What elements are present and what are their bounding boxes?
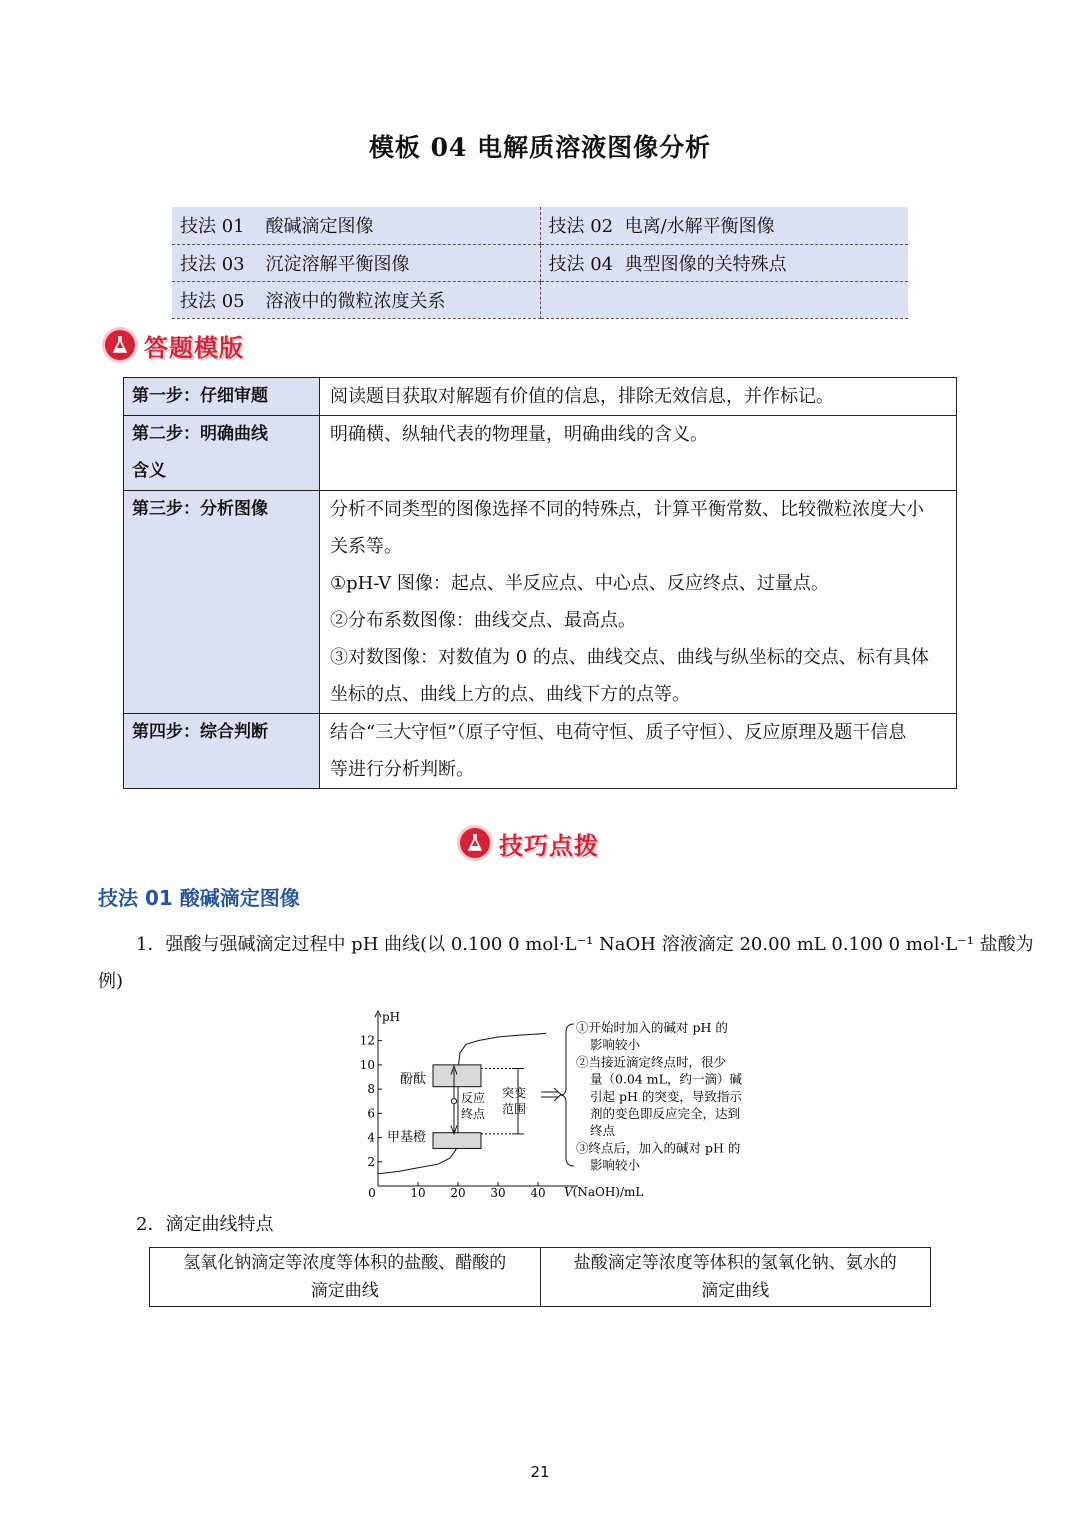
annotation-note-line: 引起 pH 的突变，导致指示 bbox=[590, 1088, 742, 1104]
step-line: 明确横、纵轴代表的物理量，明确曲线的含义。 bbox=[330, 424, 708, 445]
x-axis-label: V(NaOH)/mL bbox=[564, 1185, 644, 1199]
technique-name: 典型图像的关特殊点 bbox=[624, 253, 787, 275]
titration-curve-chart bbox=[360, 1006, 760, 1202]
step-line: ③对数图像：对数值为 0 的点、曲线交点、曲线与纵坐标的交点、标有具体 bbox=[330, 647, 929, 668]
technique-code: 技法 01 bbox=[180, 216, 245, 238]
step-row bbox=[124, 714, 957, 789]
y-tick-label: 4 bbox=[367, 1130, 375, 1145]
step-line: 等进行分析判断。 bbox=[330, 759, 474, 780]
annotation-note-line: ③终点后，加入的碱对 pH 的 bbox=[576, 1140, 741, 1156]
x-tick-label: 40 bbox=[530, 1186, 546, 1200]
caption-cell bbox=[150, 1248, 541, 1307]
step-label: 第四步：综合判断 bbox=[124, 714, 320, 789]
annotation-note-line: 终点 bbox=[590, 1123, 616, 1139]
step-label-line: 含义 bbox=[132, 461, 166, 481]
step-line: 结合“三大守恒”（原子守恒、电荷守恒、质子守恒）、反应原理及题干信息 bbox=[330, 722, 907, 743]
banner-title: 技巧点拨 bbox=[499, 831, 599, 860]
annotation-note-line: 剂的变色即反应完全，达到 bbox=[590, 1106, 741, 1121]
jump-range-label-line: 突变 bbox=[502, 1086, 527, 1100]
step-label bbox=[124, 416, 320, 491]
technique-code: 技法 05 bbox=[180, 290, 245, 312]
endpoint-label-line: 反应 bbox=[461, 1091, 486, 1105]
step-label-line: 第二步：明确曲线 bbox=[132, 424, 268, 444]
step-label: 第一步：仔细审题 bbox=[124, 378, 320, 416]
technique-name: 沉淀溶解平衡图像 bbox=[265, 253, 410, 275]
y-axis-label: pH bbox=[382, 1010, 401, 1024]
technique-name: 酸碱滴定图像 bbox=[265, 216, 374, 238]
x-tick-label: 30 bbox=[490, 1186, 506, 1200]
paragraph-line: 1．强酸与强碱滴定过程中 pH 曲线(以 0.100 0 mol·L⁻¹ NaOH 溶液滴定 20.00 mL 0.100 0 mol·L⁻¹ 盐酸为 bbox=[136, 934, 1034, 955]
step-line: 阅读题目获取对解题有价值的信息，排除无效信息，并作标记。 bbox=[330, 386, 834, 407]
step-line: ①pH-V 图像：起点、半反应点、中心点、反应终点、过量点。 bbox=[330, 573, 829, 594]
step-content bbox=[320, 378, 957, 416]
technique-code: 技法 03 bbox=[180, 253, 245, 275]
y-tick-label: 2 bbox=[367, 1154, 375, 1169]
technique-name: 溶液中的微粒浓度关系 bbox=[265, 290, 446, 312]
step-line: 关系等。 bbox=[330, 536, 402, 557]
technique-cell bbox=[172, 281, 540, 318]
step-content bbox=[320, 416, 957, 491]
endpoint-label-line: 终点 bbox=[461, 1107, 486, 1121]
tips-banner bbox=[457, 823, 599, 863]
flask-icon bbox=[113, 336, 127, 354]
step-label: 第三步：分析图像 bbox=[124, 491, 320, 714]
step-row bbox=[124, 491, 957, 714]
paragraph-line: 2．滴定曲线特点 bbox=[136, 1214, 274, 1235]
step-row bbox=[124, 378, 957, 416]
annotation-note-line: 影响较小 bbox=[590, 1157, 641, 1173]
x-tick-label: 10 bbox=[410, 1186, 426, 1200]
technique-cell bbox=[540, 244, 908, 281]
caption-line: 盐酸滴定等浓度等体积的氢氧化钠、氨水的 bbox=[573, 1253, 897, 1273]
jump-range-label-line: 范围 bbox=[502, 1102, 527, 1116]
page-title: 模板 04 电解质溶液图像分析 bbox=[368, 133, 712, 162]
flask-badge-icon bbox=[457, 825, 493, 861]
banner-title: 答题模版 bbox=[144, 333, 244, 362]
step-line: 分析不同类型的图像选择不同的特殊点，计算平衡常数、比较微粒浓度大小 bbox=[330, 499, 924, 520]
section-heading: 技法 01 酸碱滴定图像 bbox=[98, 886, 300, 910]
paragraph-line: 例) bbox=[98, 971, 124, 992]
flask-icon bbox=[468, 834, 482, 852]
methyl-orange-range-box bbox=[433, 1133, 481, 1149]
brace-icon bbox=[560, 1024, 574, 1166]
y-tick-label: 12 bbox=[360, 1033, 375, 1048]
implies-arrow-icon bbox=[541, 1088, 561, 1101]
caption-line: 滴定曲线 bbox=[310, 1281, 379, 1301]
step-content bbox=[320, 491, 957, 714]
methyl-orange-label: 甲基橙 bbox=[387, 1130, 427, 1145]
y-tick-label: 10 bbox=[360, 1057, 375, 1072]
annotation-note-line: ②当接近滴定终点时，很少 bbox=[576, 1054, 727, 1070]
phenolphthalein-range-box bbox=[433, 1065, 481, 1087]
caption-line: 滴定曲线 bbox=[701, 1281, 770, 1301]
technique-name: 电离/水解平衡图像 bbox=[624, 216, 775, 238]
step-content bbox=[320, 714, 957, 789]
annotation-note-line: 影响较小 bbox=[590, 1037, 641, 1053]
page-number: 21 bbox=[530, 1463, 550, 1481]
answer-template-banner bbox=[102, 325, 244, 365]
technique-cell-empty bbox=[540, 281, 908, 318]
annotation-note-line: ①开始时加入的碱对 pH 的 bbox=[576, 1020, 728, 1035]
steps-table bbox=[123, 377, 957, 789]
technique-code: 技法 04 bbox=[548, 253, 614, 275]
x-tick-label: 20 bbox=[450, 1186, 466, 1200]
caption-line: 氢氧化钠滴定等浓度等体积的盐酸、醋酸的 bbox=[183, 1253, 507, 1273]
technique-code: 技法 02 bbox=[548, 216, 614, 238]
annotation-note-line: 量（0.04 mL，约一滴）碱 bbox=[590, 1071, 742, 1087]
caption-cell bbox=[540, 1248, 931, 1307]
phenolphthalein-label: 酚酞 bbox=[400, 1072, 427, 1087]
x-axis-label-unit: (NaOH)/mL bbox=[572, 1185, 644, 1199]
curve-caption-table bbox=[149, 1247, 931, 1307]
technique-cell bbox=[540, 207, 908, 244]
step-line: ②分布系数图像：曲线交点、最高点。 bbox=[330, 610, 636, 631]
step-line: 坐标的点、曲线上方的点、曲线下方的点等。 bbox=[330, 684, 690, 705]
technique-cell bbox=[172, 207, 540, 244]
y-tick-label: 6 bbox=[367, 1106, 375, 1121]
technique-cell bbox=[172, 244, 540, 281]
y-tick-label: 8 bbox=[367, 1082, 375, 1097]
x-tick-label: 0 bbox=[368, 1186, 376, 1200]
step-row bbox=[124, 416, 957, 491]
technique-index-table bbox=[172, 207, 908, 319]
flask-badge-icon bbox=[102, 327, 138, 363]
endpoint-marker bbox=[451, 1099, 456, 1104]
